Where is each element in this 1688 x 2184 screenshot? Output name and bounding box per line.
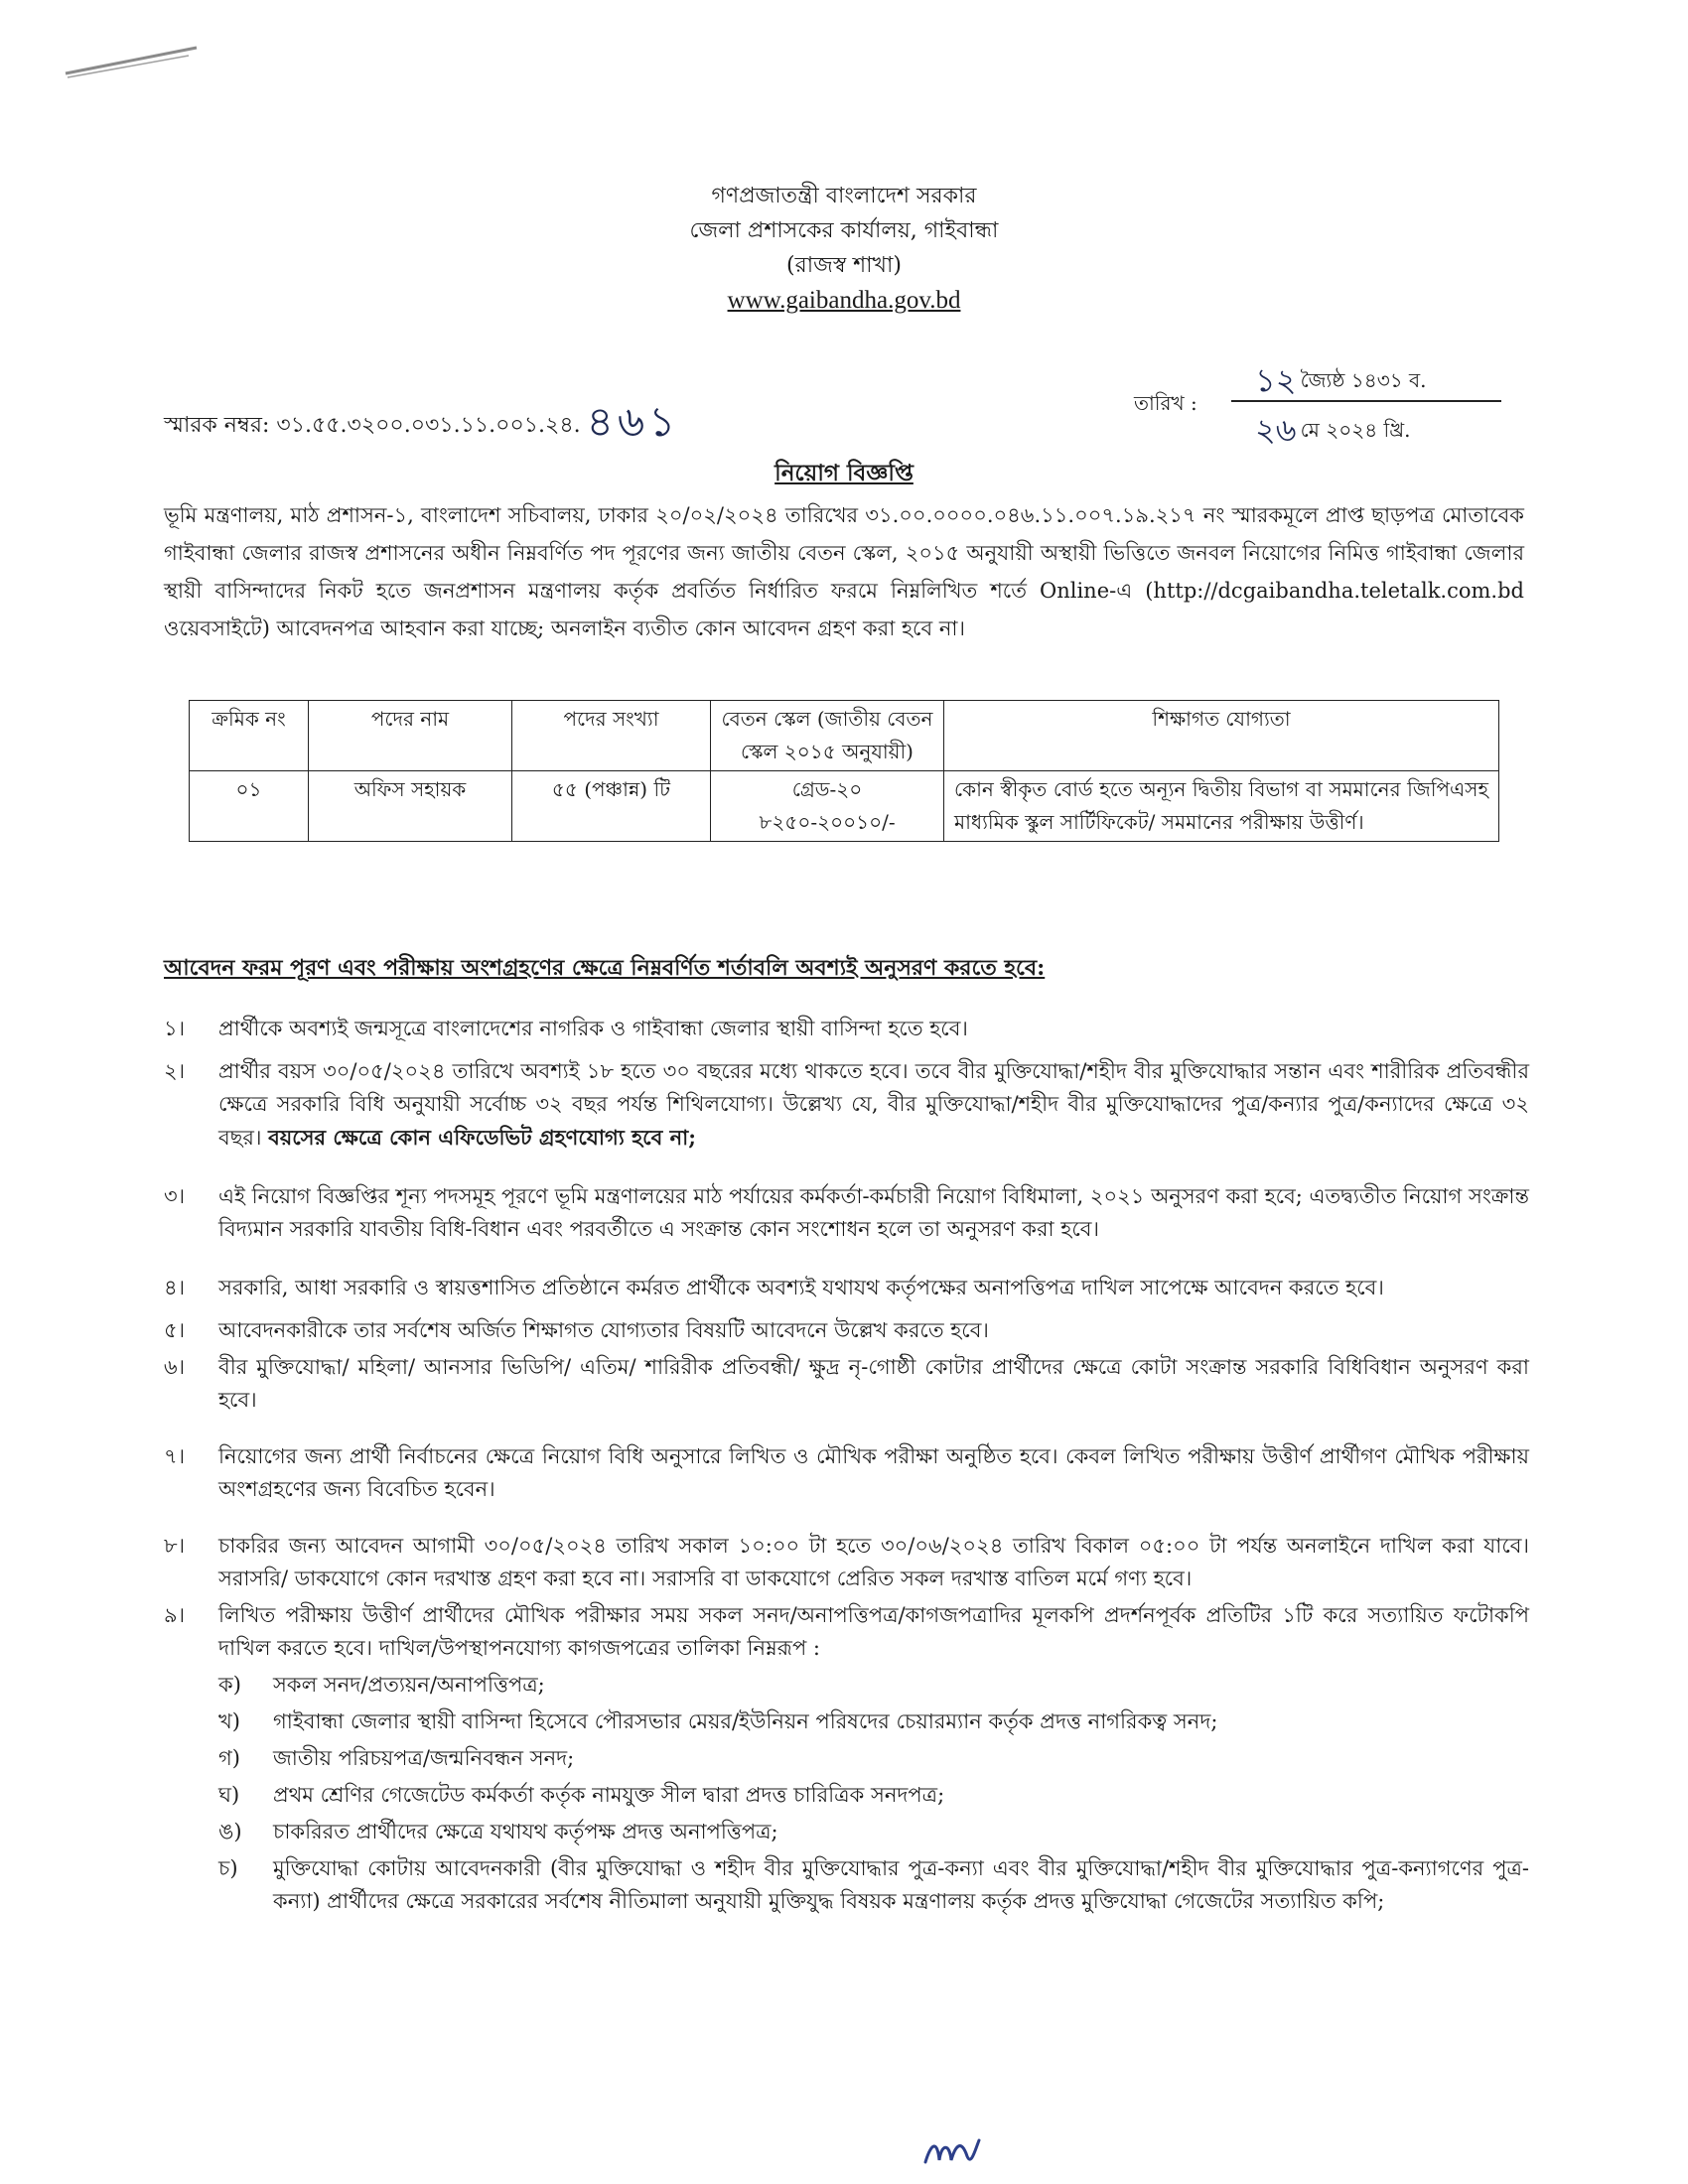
condition-number: ৯। <box>164 1603 186 1627</box>
table-header-row <box>190 701 1499 771</box>
condition-text: এই নিয়োগ বিজ্ঞপ্তির শূন্য পদসমূহ পূরণে ভূমি মন্ত্রণালয়ের মাঠ পর্যায়ের কর্মকর্তা-কর্মচারী নিয়োগ বিধিমালা, ২০২১ অনুসরণ করা হবে; এতদ্ব্যতীত নিয়োগ সংক্রান্ত বিদ্যমান সরকারি যাবতীয় বিধি-বিধান এবং পরবর্তীতে এ সংক্রান্ত কোন সংশোধন হলে তা অনুসরণ করা হবে। <box>218 1184 1529 1241</box>
condition-text: নিয়োগের জন্য প্রার্থী নির্বাচনের ক্ষেত্রে নিয়োগ বিধি অনুসারে লিখিত ও মৌখিক পরীক্ষা অনুষ্ঠিত হবে। কেবল লিখিত পরীক্ষায় উত্তীর্ণ প্রার্থীগণ মৌখিক পরীক্ষায় অংশগ্রহণের জন্য বিবেচিত হবেন। <box>218 1444 1529 1501</box>
condition-item <box>164 1530 1529 1595</box>
website-link[interactable]: www.gaibandha.gov.bd <box>727 287 961 314</box>
date-divider <box>1231 400 1501 402</box>
item-label: গ) <box>218 1746 240 1770</box>
header-qualification: শিক্ষাগত যোগ্যতা <box>944 701 1499 771</box>
condition-text: প্রার্থীর বয়স ৩০/০৫/২০২৪ তারিখে অবশ্যই ১৮ হতে ৩০ বছরের মধ্যে থাকতে হবে। তবে বীর মুক্তিযোদ্ধা/শহীদ বীর মুক্তিযোদ্ধার সন্তান এবং শারীরিক প্রতিবন্ধীর ক্ষেত্রে সরকারি বিধি অনুযায়ী সর্বোচ্চ ৩২ বছর পর্যন্ত শিথিলযোগ্য। উল্লেখ্য যে, বীর মুক্তিযোদ্ধা/শহীদ বীর মুক্তিযোদ্ধাদের পুত্র/কন্যার পুত্র/কন্যাদের ক্ষেত্রে ৩২ বছর। <box>218 1059 1529 1150</box>
condition-number: ৪। <box>164 1276 186 1299</box>
condition-number: ২। <box>164 1059 186 1083</box>
header-serial: ক্রমিক নং <box>190 701 309 771</box>
condition-item <box>164 1055 1529 1155</box>
table-row <box>190 771 1499 842</box>
document-list-item <box>218 1779 1529 1812</box>
item-label: খ) <box>218 1709 240 1733</box>
document-list-item <box>218 1816 1529 1848</box>
date-block <box>1134 355 1511 449</box>
section-name: (রাজস্ব শাখা) <box>786 253 902 278</box>
letterhead <box>0 179 1688 318</box>
memo-number <box>164 389 679 460</box>
cell-grade: গ্রেড-২০ <box>791 777 863 801</box>
posts-table <box>189 700 1499 842</box>
condition-item <box>164 1599 1529 1918</box>
item-text: চাকরিরত প্রার্থীদের ক্ষেত্রে যথাযথ কর্তৃপক্ষ প্রদত্ত অনাপত্তিপত্র; <box>273 1820 778 1843</box>
condition-number: ৭। <box>164 1444 186 1468</box>
condition-number: ৬। <box>164 1355 186 1379</box>
cell-post-name: অফিস সহায়ক <box>309 771 512 842</box>
condition-number: ৫। <box>164 1318 186 1342</box>
condition-text: আবেদনকারীকে তার সর্বশেষ অর্জিত শিক্ষাগত যোগ্যতার বিষয়টি আবেদনে উল্লেখ করতে হবে। <box>218 1318 989 1342</box>
document-list-item <box>218 1669 1529 1702</box>
cell-pay-scale <box>711 771 944 842</box>
notice-title-text: নিয়োগ বিজ্ঞপ্তি <box>774 460 914 486</box>
condition-text: সরকারি, আধা সরকারি ও স্বায়ত্তশাসিত প্রতিষ্ঠানে কর্মরত প্রার্থীকে অবশ্যই যথাযথ কর্তৃপক্ষের অনাপত্তিপত্র দাখিল সাপেক্ষে আবেদন করতে হবে। <box>218 1276 1384 1299</box>
document-list-item <box>218 1706 1529 1738</box>
item-label: চ) <box>218 1856 238 1880</box>
item-text: গাইবান্ধা জেলার স্থায়ী বাসিন্দা হিসেবে পৌরসভার মেয়র/ইউনিয়ন পরিষদের চেয়ারম্যান কর্তৃক প্রদত্ত নাগরিকত্ব সনদ; <box>273 1709 1218 1733</box>
header-post-count: পদের সংখ্যা <box>512 701 711 771</box>
condition-text: চাকরির জন্য আবেদন আগামী ৩০/০৫/২০২৪ তারিখ সকাল ১০:০০ টা হতে ৩০/০৬/২০২৪ তারিখ বিকাল ০৫:০০ টা পর্যন্ত অনলাইনে দাখিল করা যাবে। সরাসরি/ ডাকযোগে কোন দরখাস্ত গ্রহণ করা হবে না। সরাসরি বা ডাকযোগে প্রেরিত সকল দরখাস্ত বাতিল মর্মে গণ্য হবে। <box>218 1534 1529 1590</box>
govt-title: গণপ্রজাতন্ত্রী বাংলাদেশ সরকার <box>711 184 977 208</box>
item-label: ঘ) <box>218 1783 240 1807</box>
memo-label: স্মারক নম্বর: ৩১.৫৫.৩২০০.০৩১.১১.০০১.২৪. <box>164 413 581 438</box>
cell-qualification: কোন স্বীকৃত বোর্ড হতে অন্যূন দ্বিতীয় বিভাগ বা সমমানের জিপিএসহ মাধ্যমিক স্কুল সার্টিফিকেট/ সমমানের পরীক্ষায় উত্তীর্ণ। <box>944 771 1499 842</box>
cell-post-count: ৫৫ (পঞ্চান্ন) টি <box>512 771 711 842</box>
document-list-item <box>218 1742 1529 1775</box>
english-month-year: মে ২০২৪ খ্রি. <box>1300 418 1411 442</box>
conditions-list <box>164 1013 1529 1928</box>
condition-text: প্রার্থীকে অবশ্যই জন্মসূত্রে বাংলাদেশের নাগরিক ও গাইবান্ধা জেলার স্থায়ী বাসিন্দা হতে হবে। <box>218 1017 968 1040</box>
condition-bold-note: বয়সের ক্ষেত্রে কোন এফিডেভিট গ্রহণযোগ্য হবে না; <box>268 1125 696 1150</box>
condition-item <box>164 1351 1529 1417</box>
item-label: ক) <box>218 1673 241 1697</box>
condition-item <box>164 1272 1529 1304</box>
header-post-name: পদের নাম <box>309 701 512 771</box>
item-text: জাতীয় পরিচয়পত্র/জন্মনিবন্ধন সনদ; <box>273 1746 575 1770</box>
condition-number: ৩। <box>164 1184 186 1208</box>
condition-item <box>164 1180 1529 1246</box>
conditions-heading: আবেদন ফরম পূরণ এবং পরীক্ষায় অংশগ্রহণের ক্ষেত্রে নিম্নবর্ণিত শর্তাবলি অবশ্যই অনুসরণ করতে হবে: <box>164 955 1046 981</box>
condition-item <box>164 1440 1529 1506</box>
bangla-month-year: জ্যৈষ্ঠ ১৪৩১ ব. <box>1300 368 1427 392</box>
notice-title <box>0 455 1688 493</box>
condition-text: বীর মুক্তিযোদ্ধা/ মহিলা/ আনসার ভিডিপি/ এতিম/ শারিরীক প্রতিবন্ধী/ ক্ষুদ্র নৃ-গোষ্ঠী কোটার প্রার্থীদের ক্ষেত্রে কোটা সংক্রান্ত সরকারি বিধিবিধান অনুসরণ করা হবে। <box>218 1355 1529 1412</box>
header-pay-scale: বেতন স্কেল (জাতীয় বেতন স্কেল ২০১৫ অনুযায়ী) <box>711 701 944 771</box>
item-label: ঙ) <box>218 1820 242 1843</box>
english-day: ২৬ <box>1255 411 1297 449</box>
pencil-mark <box>62 42 201 81</box>
condition-number: ১। <box>164 1017 186 1040</box>
condition-item <box>164 1013 1529 1045</box>
cell-scale: ৮২৫০-২০০১০/- <box>759 810 896 834</box>
english-date <box>1255 405 1411 459</box>
item-text: মুক্তিযোদ্ধা কোটায় আবেদনকারী (বীর মুক্তিযোদ্ধা ও শহীদ বীর মুক্তিযোদ্ধার পুত্র-কন্যা এবং বীর মুক্তিযোদ্ধা/শহীদ বীর মুক্তিযোদ্ধার পুত্র-কন্যাগণের পুত্র-কন্যা) প্রার্থীদের ক্ষেত্রে সরকারের সর্বশেষ নীতিমালা অনুযায়ী মুক্তিযুদ্ধ বিষয়ক মন্ত্রণালয় কর্তৃক প্রদত্ত মুক্তিযোদ্ধা গেজেটের সত্যায়িত কপি; <box>273 1856 1529 1913</box>
memo-handwritten-number: ৪৬১ <box>586 397 680 446</box>
condition-text: লিখিত পরীক্ষায় উত্তীর্ণ প্রার্থীদের মৌখিক পরীক্ষার সময় সকল সনদ/অনাপত্তিপত্র/কাগজপত্রাদির মূলকপি প্রদর্শনপূর্বক প্রতিটির ১টি করে সত্যায়িত ফটোকপি দাখিল করতে হবে। দাখিল/উপস্থাপনযোগ্য কাগজপত্রের তালিকা নিম্নরূপ : <box>218 1603 1529 1660</box>
cell-serial: ০১ <box>190 771 309 842</box>
bangla-day: ১২ <box>1255 361 1297 399</box>
item-text: প্রথম শ্রেণির গেজেটেড কর্মকর্তা কর্তৃক নামযুক্ত সীল দ্বারা প্রদত্ত চারিত্রিক সনদপত্র; <box>273 1783 945 1807</box>
office-name: জেলা প্রশাসকের কার্যালয়, গাইবান্ধা <box>689 218 999 243</box>
signature-initials-icon <box>921 2132 981 2172</box>
item-text: সকল সনদ/প্রত্যয়ন/অনাপত্তিপত্র; <box>273 1673 545 1697</box>
document-list-item <box>218 1852 1529 1918</box>
condition-number: ৮। <box>164 1534 186 1558</box>
intro-paragraph: ভূমি মন্ত্রণালয়, মাঠ প্রশাসন-১, বাংলাদেশ সচিবালয়, ঢাকার ২০/০২/২০২৪ তারিখের ৩১.০০.০০০০.০৪৬.১১.০০৭.১৯.২১৭ নং স্মারকমূলে প্রাপ্ত ছাড়পত্র মোতাবেক গাইবান্ধা জেলার রাজস্ব প্রশাসনের অধীন নিম্নবর্ণিত পদ পূরণের জন্য জাতীয় বেতন স্কেল, ২০১৫ অনুযায়ী অস্থায়ী ভিত্তিতে জনবল নিয়োগের নিমিত্ত গাইবান্ধা জেলার স্থায়ী বাসিন্দাদের নিকট হতে জনপ্রশাসন মন্ত্রণালয় কর্তৃক প্রবর্তিত নির্ধারিত ফরমে নিম্নলিখিত শর্তে Online-এ (http://dcgaibandha.teletalk.com.bd ওয়েবসাইটে) আবেদনপত্র আহবান করা যাচ্ছে; অনলাইন ব্যতীত কোন আবেদন গ্রহণ করা হবে না। <box>164 503 1524 640</box>
condition-item <box>164 1314 1529 1347</box>
date-label: তারিখ : <box>1134 391 1197 415</box>
